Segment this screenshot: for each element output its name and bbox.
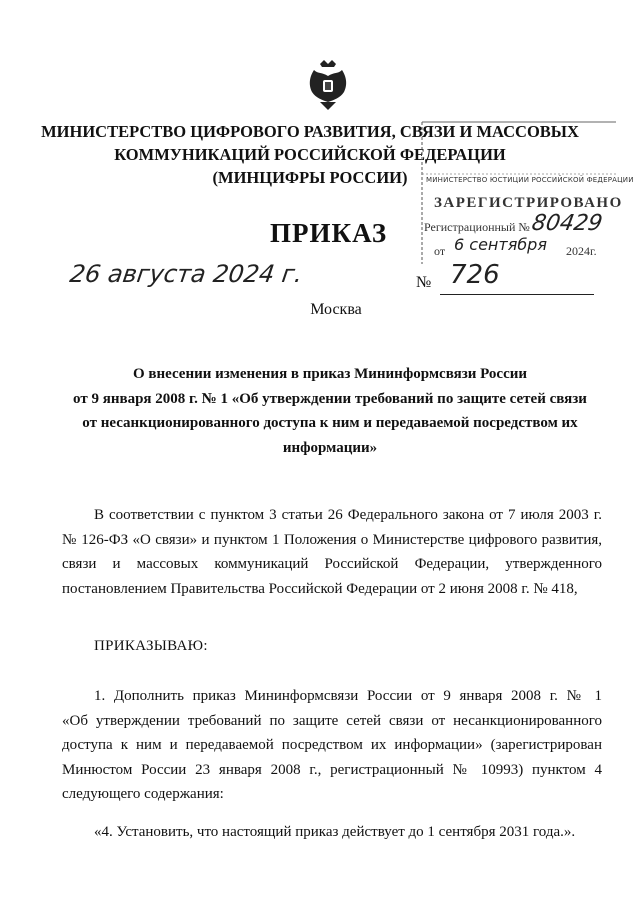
- stamp-reg-date: 6 сентября: [454, 235, 547, 254]
- preamble-paragraph: [62, 503, 602, 601]
- stamp-reg-number: 80429: [529, 211, 605, 236]
- city: Москва: [310, 301, 362, 318]
- item-1-paragraph: [62, 684, 602, 807]
- preamble-line-2: № 126-ФЗ «О связи» и пунктом 1 Положения о Министерстве цифрового развития,: [62, 531, 602, 548]
- subject-line-4: информации»: [282, 439, 378, 456]
- stamp-reg-number-label: Регистрационный №: [424, 220, 530, 234]
- ministry-line-3: (МИНЦИФРЫ РОССИИ): [212, 168, 408, 187]
- order-directive: ПРИКАЗЫВАЮ:: [94, 638, 208, 654]
- item-1-line-2: «Об утверждении требований по защите сетей связи от несанкционированного: [62, 712, 602, 729]
- preamble-line-4: постановлением Правительства Российской Федерации от 2 июня 2008 г. № 418,: [62, 580, 578, 597]
- item-1-line-5: следующего содержания:: [62, 786, 224, 802]
- order-subject: [50, 362, 610, 460]
- stamp-registered: ЗАРЕГИСТРИРОВАНО: [434, 195, 623, 211]
- item-1-line-4: Минюстом России 23 января 2008 г., регистрационный № 10993) пунктом 4: [62, 761, 602, 778]
- signed-date: 26 августа 2024 г.: [68, 260, 305, 288]
- subject-line-3: от несанкционированного доступа к ним и передаваемой посредством их: [82, 415, 578, 431]
- subject-line-1: О внесении изменения в приказ Мининформсвязи России: [132, 366, 528, 382]
- stamp-authority: МИНИСТЕРСТВО ЮСТИЦИИ РОССИЙСКОЙ ФЕДЕРАЦИИ: [426, 176, 634, 184]
- item-1-line-3: доступа к ним и передаваемой посредством их информации» (зарегистрирован: [62, 737, 602, 753]
- item-1-line-1: 1. Дополнить приказ Мининформсвязи России от 9 января 2008 г. № 1: [94, 688, 602, 704]
- ministry-line-1: МИНИСТЕРСТВО ЦИФРОВОГО РАЗВИТИЯ, СВЯЗИ И МАССОВЫХ: [41, 122, 579, 141]
- ministry-line-2: КОММУНИКАЦИЙ РОССИЙСКОЙ ФЕДЕРАЦИИ: [114, 145, 506, 164]
- coat-of-arms-emblem: [306, 58, 350, 112]
- subject-line-2: от 9 января 2008 г. № 1 «Об утверждении требований по защите сетей связи: [73, 390, 587, 407]
- order-number: 726: [450, 260, 500, 290]
- order-number-underline: [440, 294, 594, 295]
- stamp-reg-date-label: от: [434, 244, 446, 258]
- document-title: ПРИКАЗ: [270, 218, 388, 248]
- order-number-label: №: [416, 274, 432, 291]
- preamble-line-3: связи и массовых коммуникаций Российской Федерации, утвержденного: [62, 556, 602, 572]
- item-1-quote: «4. Установить, что настоящий приказ действует до 1 сентября 2031 года.».: [94, 824, 576, 840]
- preamble-line-1: В соответствии с пунктом 3 статьи 26 Федерального закона от 7 июля 2003 г.: [94, 507, 602, 523]
- stamp-reg-year: 2024г.: [566, 244, 597, 258]
